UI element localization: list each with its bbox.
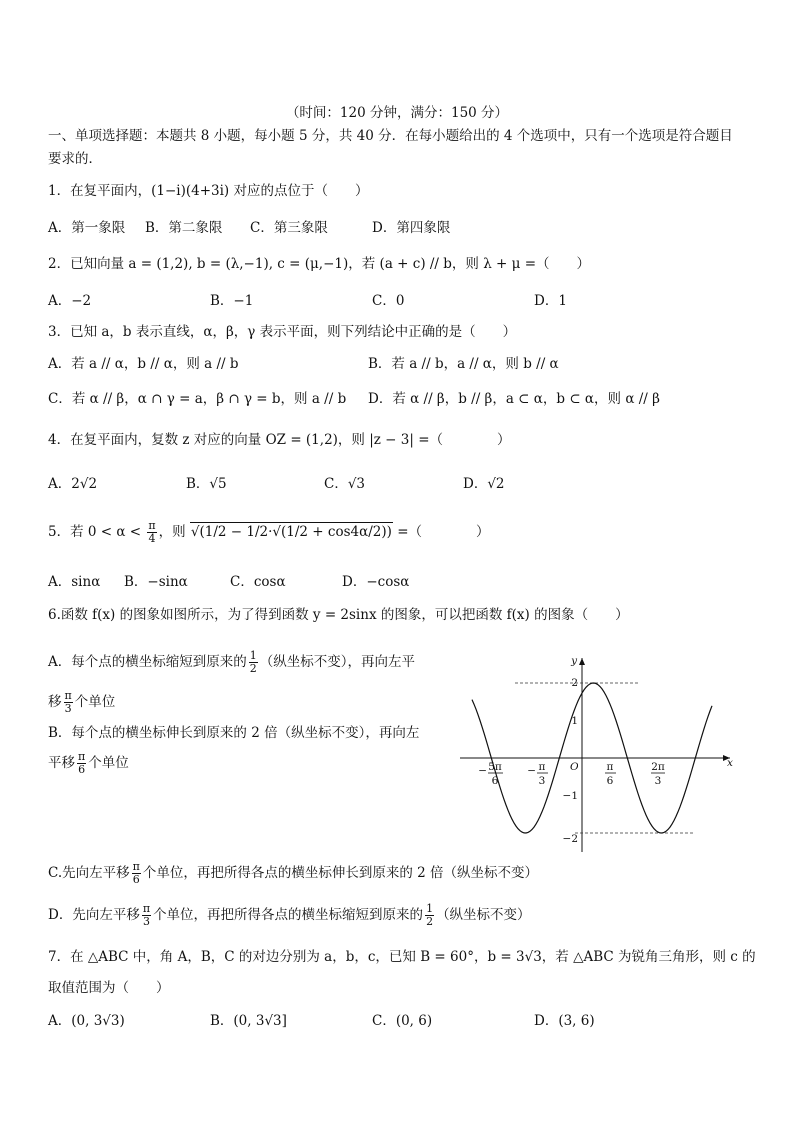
q6-c-pre: C.先向左平移 bbox=[48, 865, 130, 881]
q1-option-d: D．第四象限 bbox=[372, 220, 451, 236]
q4-option-a: A．2√2 bbox=[48, 476, 98, 492]
q6-d-pre: D．先向左平移 bbox=[48, 907, 140, 923]
q5-frac-num: π bbox=[148, 519, 156, 532]
q6-d-mid: 个单位，再把所得各点的横坐标缩短到原来的 bbox=[153, 907, 424, 923]
q6-option-a-line1 bbox=[48, 650, 415, 675]
q2-option-d: D．1 bbox=[534, 293, 567, 309]
x-tick-pi-6 bbox=[605, 761, 616, 787]
y-tick-neg2: −2 bbox=[562, 833, 578, 845]
q5-radical-expression: √(1/2 − 1/2·√(1/2 + cos4α/2)) bbox=[190, 524, 392, 540]
q5-stem-post: =（ ） bbox=[392, 524, 490, 540]
section-title-line1: 一、单项选择题：本题共 8 小题，每小题 5 分，共 40 分．在每小题给出的 4 个选项中，只有一个选项是符合题目 bbox=[48, 128, 733, 144]
sine-graph bbox=[460, 650, 735, 855]
q6-c-frac-num: π bbox=[132, 860, 140, 873]
q6-b2-post: 个单位 bbox=[88, 755, 129, 771]
q2-option-b: B．−1 bbox=[210, 293, 254, 309]
y-tick-1: 1 bbox=[571, 715, 578, 727]
q5-option-b: B．−sinα bbox=[124, 574, 188, 590]
q6-c-post: 个单位，再把所得各点的横坐标伸长到原来的 2 倍（纵坐标不变） bbox=[142, 865, 539, 881]
q1-option-a: A．第一象限 bbox=[48, 220, 126, 236]
q6-d-post: （纵坐标不变） bbox=[436, 907, 531, 923]
q5-option-d: D．−cosα bbox=[342, 574, 410, 590]
q5-option-a: A．sinα bbox=[48, 574, 101, 590]
q7-option-a: A．(0, 3√3) bbox=[48, 1013, 125, 1029]
q3-option-b: B．若 a // b，a // α，则 b // α bbox=[368, 356, 559, 372]
q5-pi-over-4 bbox=[147, 520, 156, 545]
q2-option-a: A．−2 bbox=[48, 293, 92, 309]
q6-d-frac2-num: 1 bbox=[426, 902, 434, 915]
q6-a-pre: A．每个点的横坐标缩短到原来的 bbox=[48, 654, 247, 670]
y-axis-arrow bbox=[579, 658, 585, 665]
q6-a-post: （纵坐标不变），再向左平 bbox=[259, 654, 415, 670]
q6-d-half bbox=[425, 903, 434, 928]
q4-option-d: D．√2 bbox=[463, 476, 505, 492]
q4-option-c: C．√3 bbox=[324, 476, 366, 492]
q4-option-b: B．√5 bbox=[186, 476, 227, 492]
q5-stem-pre: 5．若 0 < α < bbox=[48, 524, 146, 540]
q6-a2-frac-den: 3 bbox=[64, 702, 72, 715]
q2-option-c: C．0 bbox=[372, 293, 405, 309]
q6-option-c bbox=[48, 861, 538, 886]
q6-b2-pre: 平移 bbox=[48, 755, 75, 771]
q5-option-c: C．cosα bbox=[230, 574, 286, 590]
x-tick-sign: − bbox=[527, 765, 536, 777]
q3-option-c: C．若 α // β，α ∩ γ = a，β ∩ γ = b，则 a // b bbox=[48, 391, 347, 407]
y-tick-neg1: −1 bbox=[562, 790, 578, 802]
q1-option-c: C．第三象限 bbox=[250, 220, 328, 236]
q7-option-c: C．(0, 6) bbox=[372, 1013, 433, 1029]
q6-option-a-line2 bbox=[48, 690, 115, 715]
q5-stem bbox=[48, 520, 490, 545]
q6-b2-frac-num: π bbox=[78, 750, 86, 763]
q7-stem-line1: 7．在 △ABC 中，角 A，B，C 的对边分别为 a，b，c，已知 B = 60°，b = 3√3，若 △ABC 为锐角三角形，则 c 的 bbox=[48, 949, 756, 965]
q6-c-frac-den: 6 bbox=[132, 873, 140, 886]
q6-a2-pi-over-3 bbox=[64, 690, 73, 715]
q6-d-frac2-den: 2 bbox=[426, 915, 434, 928]
q6-a-frac-den: 2 bbox=[249, 662, 257, 675]
q6-a2-pre: 移 bbox=[48, 694, 62, 710]
x-tick-den: 6 bbox=[491, 775, 499, 787]
x-tick-sign: − bbox=[478, 765, 487, 777]
x-tick-neg-pi-3 bbox=[527, 761, 548, 787]
q5-stem-mid: ，则 bbox=[158, 524, 186, 540]
q6-b2-pi-over-6 bbox=[77, 751, 86, 776]
q4-stem: 4．在复平面内，复数 z 对应的向量 OZ = (1,2)，则 |z − 3| =（ ） bbox=[48, 432, 511, 448]
q6-a2-post: 个单位 bbox=[74, 694, 116, 710]
q2-stem: 2．已知向量 a = (1,2), b = (λ,−1), c = (μ,−1)，若 (a + c) // b，则 λ + μ =（ ） bbox=[48, 256, 591, 272]
q6-d-frac-den: 3 bbox=[142, 915, 150, 928]
q6-d-pi-over-3 bbox=[142, 903, 151, 928]
time-info: （时间：120 分钟，满分：150 分） bbox=[285, 105, 509, 121]
q7-option-d: D．(3, 6) bbox=[534, 1013, 595, 1029]
x-tick-den: 3 bbox=[538, 775, 546, 787]
q5-frac-den: 4 bbox=[148, 532, 156, 545]
q3-stem: 3．已知 a，b 表示直线，α，β，γ 表示平面，则下列结论中正确的是（ ） bbox=[48, 324, 517, 340]
y-axis-label: y bbox=[571, 655, 577, 667]
q7-stem-line2: 取值范围为（ ） bbox=[48, 980, 170, 996]
q1-option-b: B．第二象限 bbox=[145, 220, 223, 236]
x-tick-num: π bbox=[538, 761, 546, 773]
q3-option-d: D．若 α // β，b // β，a ⊂ α，b ⊂ α，则 α // β bbox=[368, 391, 660, 407]
x-tick-num: 5π bbox=[488, 761, 502, 773]
x-tick-den: 6 bbox=[606, 775, 614, 787]
q6-d-frac-num: π bbox=[142, 902, 151, 915]
q6-option-d bbox=[48, 903, 531, 928]
q6-c-pi-over-6 bbox=[132, 861, 141, 886]
x-axis-label: x bbox=[727, 757, 733, 769]
origin-label: O bbox=[570, 761, 579, 773]
q3-option-a: A．若 a // α，b // α，则 a // b bbox=[48, 356, 239, 372]
x-tick-2pi-3 bbox=[651, 761, 665, 787]
x-tick-num: π bbox=[606, 761, 614, 773]
q1-stem: 1．在复平面内，(1−i)(4+3i) 对应的点位于（ ） bbox=[48, 183, 369, 199]
q6-a2-frac-num: π bbox=[64, 689, 72, 702]
q7-option-b: B．(0, 3√3] bbox=[210, 1013, 287, 1029]
x-tick-den: 3 bbox=[654, 775, 662, 787]
q6-option-b-line1: B．每个点的横坐标伸长到原来的 2 倍（纵坐标不变），再向左 bbox=[48, 725, 420, 741]
q6-b2-frac-den: 6 bbox=[78, 763, 86, 776]
q6-option-b-line2 bbox=[48, 751, 129, 776]
q6-a-frac-num: 1 bbox=[249, 649, 257, 662]
q6-stem: 6.函数 f(x) 的图象如图所示，为了得到函数 y = 2sinx 的图象，可以把函数 f(x) 的图象（ ） bbox=[48, 607, 629, 623]
section-title-line2: 要求的． bbox=[48, 151, 102, 167]
y-tick-2: 2 bbox=[571, 677, 578, 689]
q6-a-half bbox=[249, 650, 258, 675]
x-tick-num: 2π bbox=[651, 761, 665, 773]
